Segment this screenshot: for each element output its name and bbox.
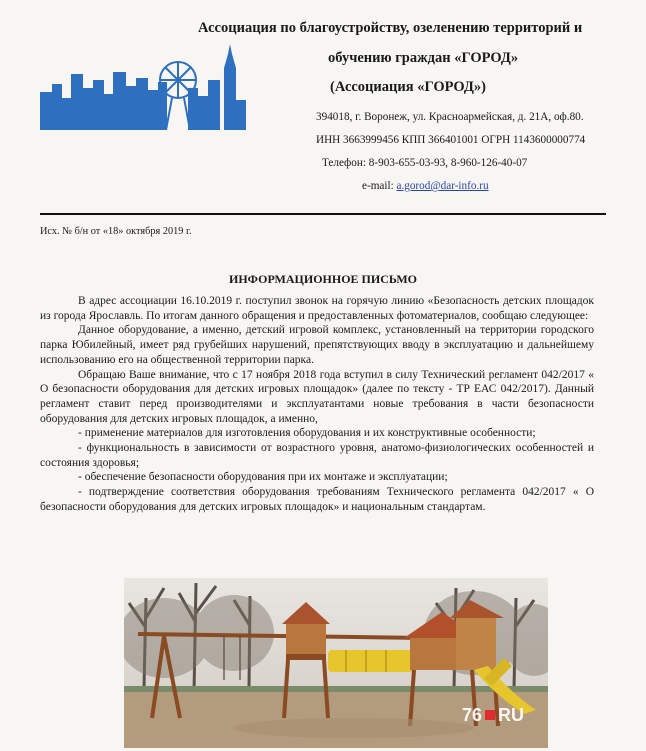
org-address: 394018, г. Воронеж, ул. Красноармейская, д. 21А, оф.80. [316,111,584,123]
requirement-item: - подтверждение соответствия оборудования требованиям Технического регламента 042/2017 « О безопасности оборудования для детских игровых площадок» и национальным стандартам. [40,486,594,513]
header-divider [40,213,606,215]
requirement-item: - обеспечение безопасности оборудования при их монтаже и эксплуатации; [78,471,448,484]
email-link[interactable]: a.gorod@dar-info.ru [396,180,489,192]
playground-photo [124,578,548,748]
outgoing-reference: Исх. № б/н от «18» октября 2019 г. [40,226,192,237]
news-site-watermark [462,705,524,726]
letter-paragraph: В адрес ассоциации 16.10.2019 г. поступил звонок на горячую линию «Безопасность детских площадок из города Ярославль. По итогам данного обращения и предоставленных фотоматериалов, сообщаю следующее: [40,295,594,322]
email-label: e-mail: [362,180,394,192]
org-name-line-2: обучению граждан «ГОРОД» [328,50,519,66]
letter-paragraph: Обращаю Ваше внимание, что с 17 ноября 2018 года вступил в силу Технический регламент 042/2017 « О безопасности оборудования для детских игровых площадок» (далее по тексту - ТР ЕАС 042/2017). Данный регламент ставит перед производителями и эксплуатантами новые требования в части безопасности оборудования для детских игровых площадок, а именно, [40,368,594,425]
red-square-icon [485,710,495,720]
watermark-domain: RU [498,705,524,725]
letter-paragraph: Данное оборудование, а именно, детский игровой комплекс, установленный на территории городского парка Юбилейный, имеет ряд грубейших нарушений, препятствующих вводу в эксплуатацию и дальнейшему использованию его на общественной территории парка. [40,324,594,366]
org-short-name: (Ассоциация «ГОРОД») [330,79,486,95]
org-phone: Телефон: 8-903-655-03-93, 8-960-126-40-07 [322,157,528,169]
city-skyline-logo [38,44,248,130]
letter-body [40,294,594,515]
org-registration: ИНН 3663999456 КПП 366401001 ОГРН 1143600000774 [316,134,586,146]
org-name-line-1: Ассоциация по благоустройству, озеленению территорий и [198,20,583,36]
org-email-line [362,180,489,192]
letter-title: ИНФОРМАЦИОННОЕ ПИСЬМО [228,272,417,286]
watermark-number: 76 [461,705,482,725]
requirement-item: - применение материалов для изготовления оборудования и их конструктивные особенности; [78,427,536,440]
requirement-item: - функциональность в зависимости от возрастного уровня, анатомо-физиологических особенностей и состояния здоровья; [40,442,594,469]
